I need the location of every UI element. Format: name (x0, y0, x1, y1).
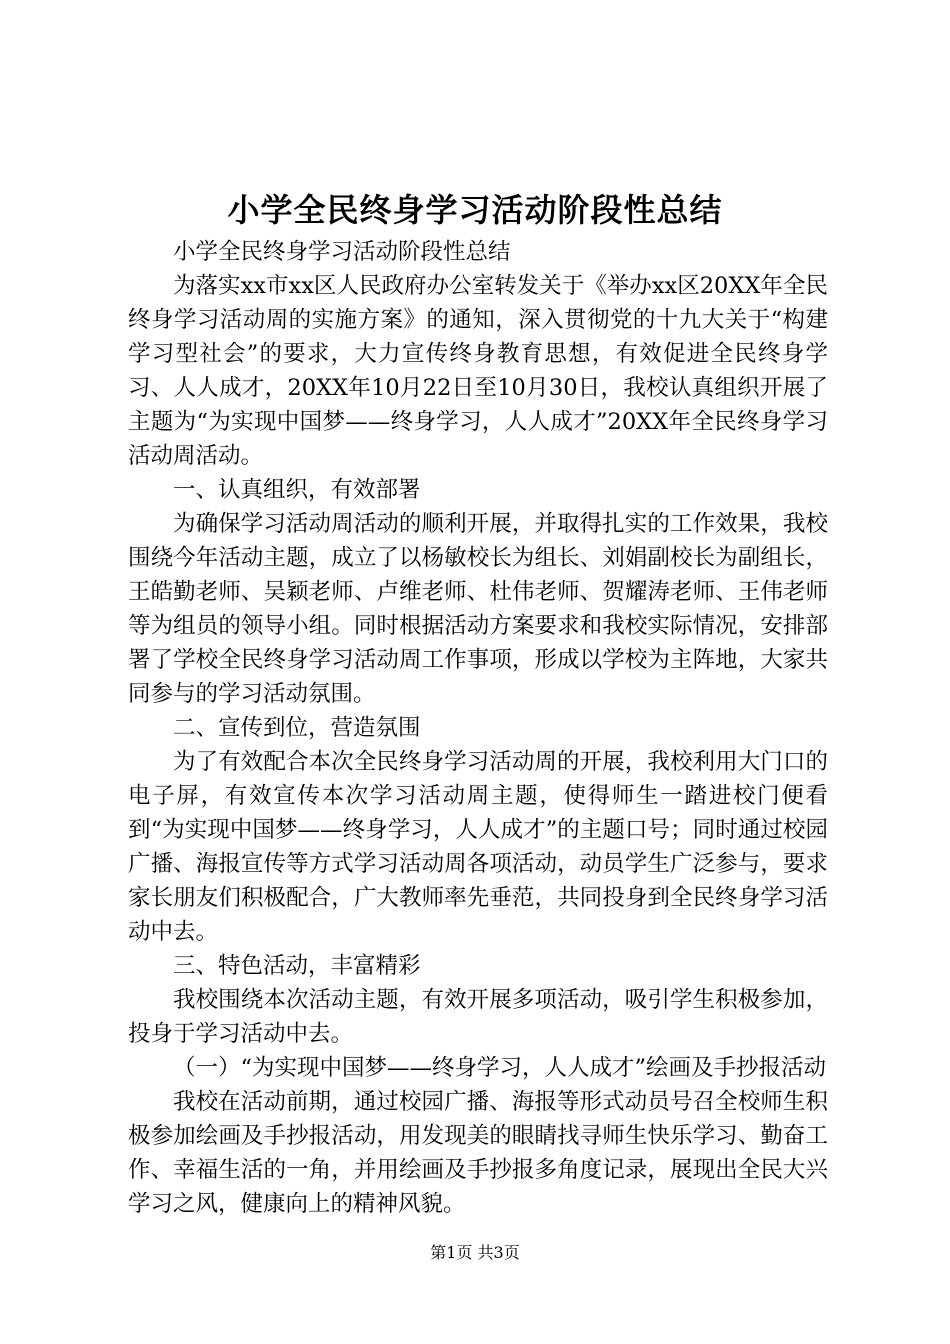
section-3-paragraph: 我校围绕本次活动主题，有效开展多项活动，吸引学生积极参加，投身于学习活动中去。 (128, 987, 828, 1047)
document-title: 小学全民终身学习活动阶段性总结 (227, 191, 723, 229)
subsection-heading-1: （一）“为实现中国梦——终身学习，人人成才”绘画及手抄报活动 (173, 1055, 827, 1081)
section-heading-3: 三、特色活动，丰富精彩 (173, 953, 421, 979)
document-body (128, 235, 828, 1221)
page-footer: 第1页 共3页 (430, 1243, 520, 1262)
subsection-1-paragraph: 我校在活动前期，通过校园广播、海报等形式动员号召全校师生积极参加绘画及手抄报活动，用发现美的眼睛找寻师生快乐学习、勤奋工作、幸福生活的一角，并用绘画及手抄报多角度记录，展现出全民大兴学习之风，健康向上的精神风貌。 (128, 1089, 828, 1217)
section-2-paragraph: 为了有效配合本次全民终身学习活动周的开展，我校利用大门口的电子屏，有效宣传本次学习活动周主题，使得师生一踏进校门便看到“为实现中国梦——终身学习，人人成才”的主题口号；同时通过校园广播、海报宣传等方式学习活动周各项活动，动员学生广泛参与，要求家长朋友们积极配合，广大教师率先垂范，共同投身到全民终身学习活动中去。 (128, 749, 828, 945)
section-1-paragraph: 为确保学习活动周活动的顺利开展，并取得扎实的工作效果，我校围绕今年活动主题，成立了以杨敏校长为组长、刘娟副校长为副组长，王皓勤老师、吴颖老师、卢维老师、杜伟老师、贺耀涛老师、王伟老师等为组员的领导小组。同时根据活动方案要求和我校实际情况，安排部署了学校全民终身学习活动周工作事项，形成以学校为主阵地，大家共同参与的学习活动氛围。 (128, 511, 828, 707)
section-heading-2: 二、宣传到位，营造氛围 (173, 715, 421, 741)
section-heading-1: 一、认真组织，有效部署 (173, 477, 421, 503)
subtitle-paragraph: 小学全民终身学习活动阶段性总结 (173, 239, 511, 265)
intro-paragraph: 为落实xx市xx区人民政府办公室转发关于《举办xx区20XX年全民终身学习活动周的实施方案》的通知，深入贯彻党的十九大关于“构建学习型社会”的要求，大力宣传终身教育思想，有效促进全民终身学习、人人成才，20XX年10月22日至10月30日，我校认真组织开展了主题为“为实现中国梦——终身学习，人人成才”20XX年全民终身学习活动周活动。 (128, 273, 828, 469)
